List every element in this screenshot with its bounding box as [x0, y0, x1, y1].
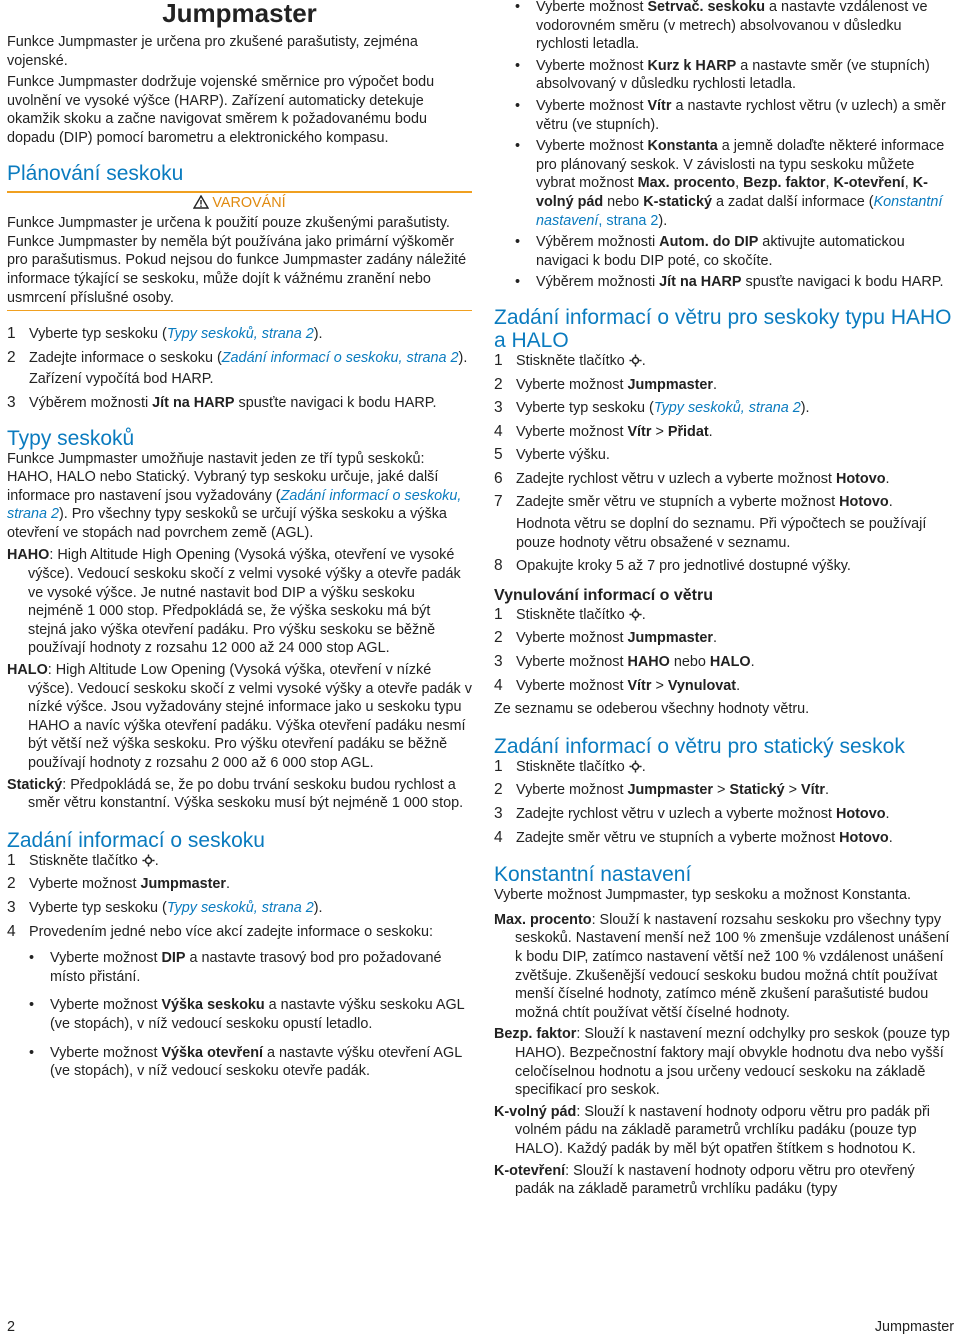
info-steps — [7, 852, 472, 1081]
gear-icon — [629, 760, 642, 773]
warning-triangle-icon — [193, 195, 209, 209]
step-note: Hodnota větru se doplní do seznamu. Při výpočtech se používají pouze hodnoty větru obsažené v seznamu. — [516, 516, 927, 551]
types-paragraph: Funkce Jumpmaster umožňuje nastavit jeden ze tří typů seskoků: HAHO, HALO nebo Statický. Vybraný typ seskoku určuje, jaké další informace pro nastavení jsou vyžadovány (Zadání informací o seskoku, strana 2). Pro všechny typy seskoků se určují výška seskoku a výška otevření ve stopách nad povrchem země (AGL). — [7, 450, 462, 541]
list-item: 6 Zadejte rychlost větru v uzlech a vyberte možnost Hotovo. — [494, 469, 890, 487]
gear-icon — [142, 854, 155, 867]
list-item: 3 Zadejte rychlost větru v uzlech a vyberte možnost Hotovo. — [494, 805, 890, 822]
heading-wind-reset: Vynulování informací o větru — [494, 586, 714, 604]
bullet-item: • Vyberte možnost Vítr a nastavte rychlost větru (v uzlech) a směr větru (ve stupních). — [515, 97, 954, 134]
definition-max-percent: Max. procento: Slouží k nastavení rozsahu seskoku pro všechny typy seskoků. Nastavení menší než 100 % zmenšuje vzdálenost unášení k bodu DIP, zatímco nastavení větší než 100 % vzdálenost unášení zvětšuje. Zkušenější vedoucí seskoku budou možná chtít používat menší číselné hodnoty, zatímco méně zkušení parašutisté budou možná chtít používat větší číselné hodnoty. — [494, 911, 950, 1021]
list-item: 2 Vyberte možnost Jumpmaster > Statický > Vítr. — [494, 781, 830, 799]
list-item: 2 Zadejte informace o seskoku (Zadání informací o seskoku, strana 2). — [7, 348, 468, 366]
warning-text: Funkce Jumpmaster je určena k použití pouze zkušenými parašutisty. Funkce Jumpmaster by neměla být používána jako primární výškoměr pro parašutismus. Pokud nejsou do funkce Jumpmaster zadány náležité informace týkající se seskoku, může dojít k vážnému zranění nebo usmrcení příslušné osoby. — [7, 215, 467, 306]
link-jump-info[interactable]: Zadání informací o seskoku, strana 2 — [221, 349, 459, 366]
list-item: 4 Zadejte směr větru ve stupních a vyberte možnost Hotovo. — [494, 828, 893, 846]
definition-k-freefall: K-volný pád: Slouží k nastavení hodnoty odporu větru pro padák při volném pádu na základě parametrů vrchlíku padáku (pouze typ HALO). Každý padák by měl být opatřen štítkem s hodnotou K. — [494, 1103, 930, 1157]
right-column — [494, 0, 954, 1202]
bullet-item: • Výběrem možnosti Jít na HARP spusťte navigaci k bodu HARP. — [515, 273, 954, 292]
list-item: 8 Opakujte kroky 5 až 7 pro jednotlivé dostupné výšky. — [494, 557, 851, 575]
list-item: 3 Výběrem možnosti Jít na HARP spusťte navigaci k bodu HARP. — [7, 393, 437, 411]
heading-constant-settings: Konstantní nastavení — [494, 863, 692, 887]
left-column — [7, 0, 472, 1091]
list-item: 4 Vyberte možnost Vítr > Přidat. — [494, 422, 713, 440]
heading-wind-static: Zadání informací o větru pro statický seskok — [494, 734, 905, 758]
list-item: 1 Stiskněte tlačítko . — [7, 851, 159, 869]
bullet-item: • Vyberte možnost DIP a nastavte trasový bod pro požadované místo přistání. — [29, 949, 472, 986]
list-item: 2 Vyberte možnost Jumpmaster. — [494, 629, 718, 647]
static-definition: Statický: Předpokládá se, že po dobu trvání seskoku budou rychlost a směr větru konstantní. Výška seskoku musí být nejméně 1 000 stop. — [7, 776, 464, 812]
list-item: 1 Stiskněte tlačítko . — [494, 351, 646, 369]
halo-definition: HALO: High Altitude Low Opening (Vysoká výška, otevření v nízké výšce). Vedoucí seskoku skočí z velmi vysoké výšky a otevře padák v nízké výšce. Jsou vyžadovány stejné informace jako u seskoku typu HAHO a navíc výška otevření padáku. Výška otevření padáku nesmí být větší než výška seskoku. Pro výšku otevření padáku se běžně používají hodnoty z rozsahu 2 000 až 6 000 stop AGL. — [7, 662, 472, 771]
list-item: 4 Provedením jedné nebo více akcí zadejte informace o seskoku: • Vyberte možnost DIP a nastavte trasový bod pro požadované místo přistání. • Vyberte možnost Výška seskoku a nastavte výšku seskoku AGL (ve stopách), v níž vedoucí seskoku opustí letadlo. • Vyberte možnost Výška otevření a nastavte výšku otevření AGL (ve stopách), v níž vedoucí seskoku otevře padák. — [7, 923, 472, 1081]
definition-k-open: K-otevření: Slouží k nastavení hodnoty odporu větru pro otevřený padák na základě parametrů vrchlíku padáku (typy — [494, 1162, 915, 1198]
step-note: Zařízení vypočítá bod HARP. — [29, 371, 214, 388]
list-item: 1 Stiskněte tlačítko . — [494, 757, 646, 775]
footer-product: Jumpmaster — [874, 1319, 954, 1335]
reset-steps — [494, 606, 954, 695]
list-item: 2 Vyberte možnost Jumpmaster. — [494, 375, 718, 393]
list-item: 3 Vyberte typ seskoku (Typy seskoků, strana 2). — [7, 898, 323, 916]
bullet-item: • Vyberte možnost Konstanta a jemně dolaďte některé informace pro plánovaný seskok. V závislosti na typu seskoku můžete vybrat možnost Max. procento, Bezp. faktor, K-otevření, K-volný pád nebo K-statický a zadat další informace (Konstantní nastavení, strana 2). — [515, 137, 954, 230]
planning-steps — [7, 325, 472, 367]
bullet-item: • Vyberte možnost Výška otevření a nastavte výšku otevření AGL (ve stopách), v níž vedoucí seskoku otevře padák. — [29, 1044, 472, 1081]
list-item: 1 Vyberte typ seskoku (Typy seskoků, strana 2). — [7, 325, 323, 343]
link-jump-types[interactable]: Typy seskoků, strana 2 — [166, 899, 314, 916]
info-bullets-cont — [494, 0, 954, 292]
intro-paragraph-1: Funkce Jumpmaster je určena pro zkušené parašutisty, zejména vojenské. — [7, 34, 418, 69]
page-number: 2 — [7, 1319, 16, 1335]
link-jump-types[interactable]: Typy seskoků, strana 2 — [653, 400, 801, 417]
bullet-item: • Vyberte možnost Setrvač. seskoku a nastavte vzdálenost ve vodorovném směru (v metrech) absolvovanou v důsledku rychlosti letadla. — [515, 0, 954, 54]
warning-box — [7, 191, 472, 312]
list-item: 3 Vyberte typ seskoku (Typy seskoků, strana 2). — [494, 399, 810, 417]
page-title: Jumpmaster — [162, 0, 317, 28]
haho-definition: HAHO: High Altitude High Opening (Vysoká výška, otevření ve vysoké výšce). Vedoucí seskoku skočí z velmi vysoké výšky a otevře padák ve vysoké výšce. Je nutné nastavit bod DIP a výšku seskoku nejméně 1 000 stop. Předpokládá se, že výška seskoku má být stejná jako výška otevření padáku. Pro výšku seskoku se běžně používají hodnoty z rozsahu 12 000 až 24 000 stop AGL. — [7, 547, 461, 657]
reset-result: Ze seznamu se odeberou všechny hodnoty větru. — [494, 701, 810, 718]
link-constant-settings[interactable]: Konstantní nastavení — [536, 193, 943, 229]
heading-planning: Plánování seskoku — [7, 161, 184, 185]
heading-wind-haho-halo: Zadání informací o větru pro seskoky typu HAHO a HALO — [494, 305, 952, 352]
link-jump-types[interactable]: Typy seskoků, strana 2 — [166, 326, 314, 343]
list-item: 7 Zadejte směr větru ve stupních a vyberte možnost Hotovo. — [494, 493, 893, 511]
bullet-item: • Vyberte možnost Kurz k HARP a nastavte směr (ve stupních) absolvovaný v důsledku rychlosti letadla. — [515, 57, 954, 94]
list-item: 1 Stiskněte tlačítko . — [494, 605, 646, 623]
bullet-item: • Výběrem možnosti Autom. do DIP aktivujte automatickou navigaci k bodu DIP poté, co skočíte. — [515, 233, 954, 270]
definition-safety-factor: Bezp. faktor: Slouží k nastavení mezní odchylky pro seskok (pouze typ HAHO). Bezpečnostní faktory mají obvykle hodnotu dva nebo vyšší celočíselnou hodnotu a jsou určeny vedoucí seskoku na základě specifikací pro seskok. — [494, 1026, 950, 1099]
link-jump-info[interactable]: Zadání informací o seskoku, strana 2 — [7, 487, 462, 523]
heading-jump-info: Zadání informací o seskoku — [7, 828, 265, 852]
link-page[interactable]: strana 2 — [606, 212, 659, 229]
warning-label: VAROVÁNÍ — [212, 194, 286, 211]
info-bullets — [29, 949, 472, 1081]
list-item: 4 Vyberte možnost Vítr > Vynulovat. — [494, 676, 741, 694]
wind-steps-cont — [494, 557, 954, 576]
warning-title — [7, 194, 472, 213]
gear-icon — [629, 608, 642, 621]
constant-intro: Vyberte možnost Jumpmaster, typ seskoku a možnost Konstanta. — [494, 887, 911, 904]
bullet-item: • Vyberte možnost Výška seskoku a nastavte výšku seskoku AGL (ve stopách), v níž vedoucí seskoku opustí letadlo. — [29, 996, 472, 1033]
list-item: 2 Vyberte možnost Jumpmaster. — [7, 875, 231, 893]
wind-steps — [494, 352, 954, 512]
list-item: 3 Vyberte možnost HAHO nebo HALO. — [494, 653, 755, 671]
heading-jump-types: Typy seskoků — [7, 426, 135, 450]
static-steps — [494, 758, 954, 847]
list-item: 5 Vyberte výšku. — [494, 446, 610, 464]
gear-icon — [629, 354, 642, 367]
planning-steps-cont — [7, 394, 472, 413]
intro-paragraph-2: Funkce Jumpmaster dodržuje vojenské směrnice pro výpočet bodu uvolnění ve vysoké výšce (HARP). Zařízení automaticky detekuje okamžik skoku a začne navigovat směrem k požadovanému bodu dopadu (DIP) pomocí barometru a elektronického kompasu. — [7, 74, 435, 146]
